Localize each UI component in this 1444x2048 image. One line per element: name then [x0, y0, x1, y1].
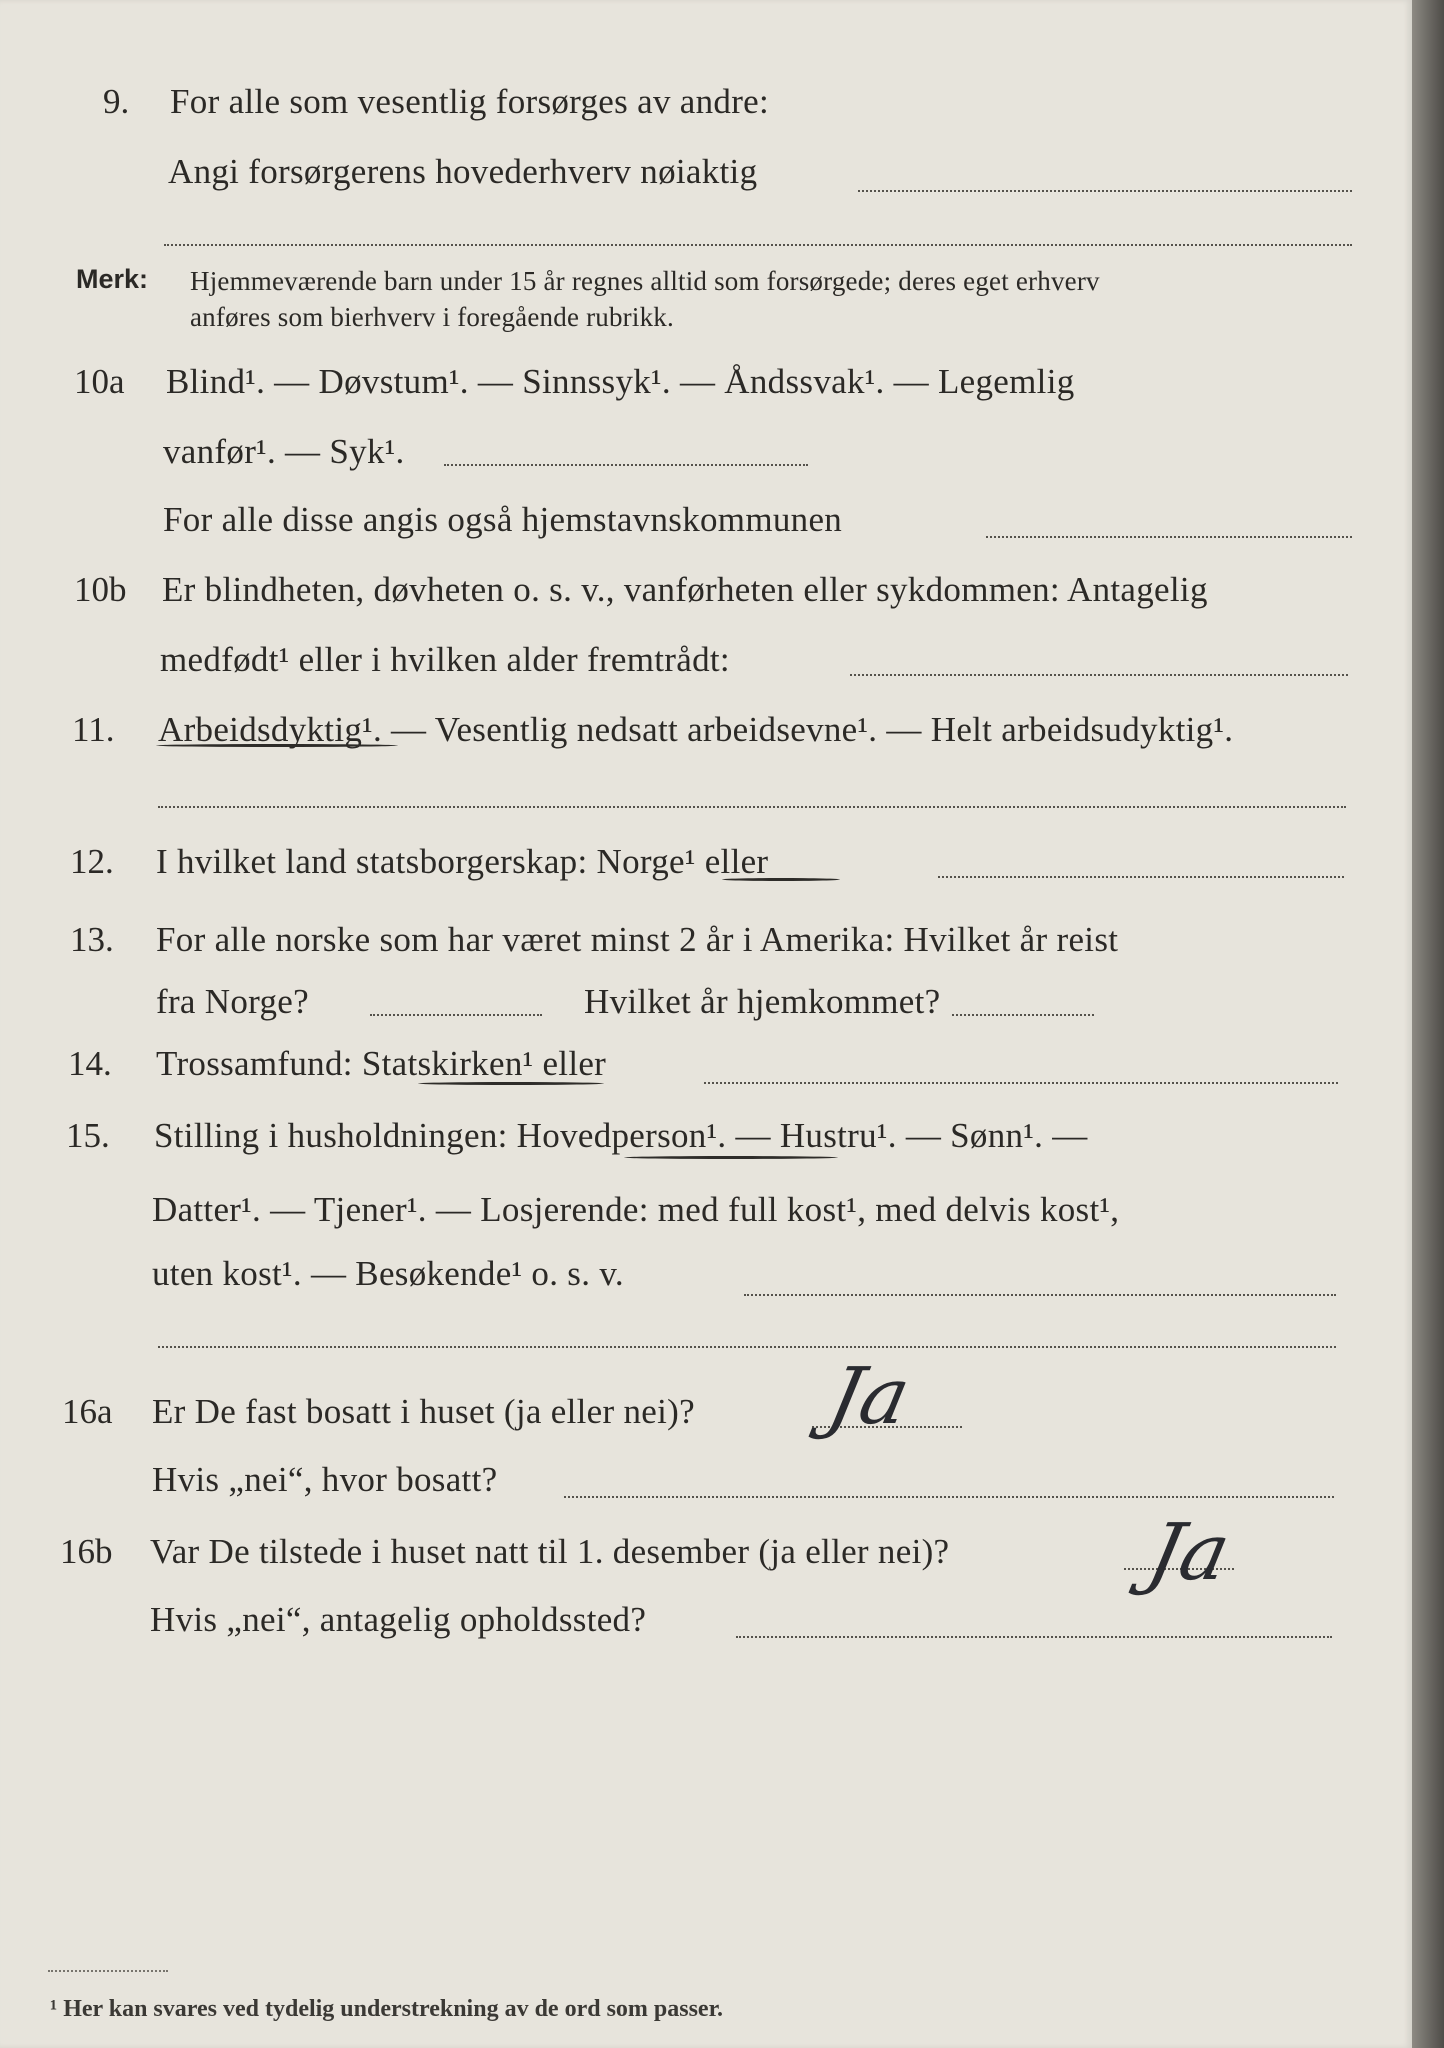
question-16a-line-1: Er De fast bosatt i huset (ja eller nei)?: [152, 1392, 695, 1431]
question-15-answer-line[interactable]: [744, 1294, 1336, 1296]
question-14-line-1: Trossamfund: Statskirken¹ eller: [156, 1044, 607, 1083]
question-15-line-3: uten kost¹. — Besøkende¹ o. s. v.: [152, 1254, 624, 1293]
question-12-line-1: I hvilket land statsborgerskap: Norge¹ eller: [156, 842, 769, 881]
question-9-line-2: Angi forsørgerens hovederhverv nøiaktig: [168, 152, 758, 191]
question-10b-line-1: Er blindheten, døvheten o. s. v., vanførheten eller sykdommen: Antagelig: [162, 570, 1208, 609]
question-13-left-line[interactable]: [370, 1014, 542, 1016]
question-10a-answer-line[interactable]: [444, 464, 808, 466]
question-14-number: 14.: [68, 1044, 112, 1083]
question-9-number: 9.: [103, 82, 130, 121]
question-11-answer-line[interactable]: [158, 806, 1346, 808]
question-16b-line-1: Var De tilstede i huset natt til 1. desember (ja eller nei)?: [150, 1532, 950, 1571]
underline-hovedperson: [624, 1156, 838, 1159]
question-16b-line-2: Hvis „nei“, antagelig opholdssted?: [150, 1600, 647, 1639]
footnote-rule: [48, 1970, 168, 1972]
question-9-answer-line-2[interactable]: [164, 244, 1352, 246]
merk-label: Merk:: [76, 264, 149, 294]
question-10a-line-3: For alle disse angis også hjemstavnskommunen: [163, 500, 843, 539]
question-16b-number: 16b: [60, 1532, 113, 1571]
question-15-line-1: Stilling i husholdningen: Hovedperson¹. — Hustru¹. — Sønn¹. —: [154, 1116, 1088, 1155]
question-16a-line-2: Hvis „nei“, hvor bosatt?: [152, 1460, 498, 1499]
question-10a-line-2: vanfør¹. — Syk¹.: [163, 432, 405, 471]
question-13-line-2a: fra Norge?: [156, 982, 309, 1021]
question-10b-number: 10b: [74, 570, 127, 609]
footnote-text: ¹ Her kan svares ved tydelig understrekning av de ord som passer.: [50, 1996, 724, 2022]
question-12-number: 12.: [70, 842, 114, 881]
merk-line-2: anføres som bierhverv i foregående rubrikk.: [190, 302, 674, 332]
question-10b-answer-line[interactable]: [850, 674, 1348, 676]
underline-statskirken: [418, 1082, 604, 1085]
merk-line-1: Hjemmeværende barn under 15 år regnes alltid som forsørgede; deres eget erhverv: [190, 266, 1100, 296]
question-9-line-1: For alle som vesentlig forsørges av andre:: [170, 82, 770, 121]
underline-arbeidsdyktig: [156, 744, 398, 747]
question-15-line-2: Datter¹. — Tjener¹. — Losjerende: med full kost¹, med delvis kost¹,: [152, 1190, 1120, 1229]
question-14-answer-line[interactable]: [704, 1082, 1338, 1084]
question-16b-location-line[interactable]: [736, 1636, 1332, 1638]
question-9-answer-line[interactable]: [858, 190, 1352, 192]
question-13-line-1: For alle norske som har været minst 2 år i Amerika: Hvilket år reist: [156, 920, 1119, 959]
question-16a-number: 16a: [62, 1392, 113, 1431]
question-11-number: 11.: [72, 710, 115, 749]
question-13-number: 13.: [70, 920, 114, 959]
question-12-answer-line[interactable]: [938, 876, 1344, 878]
question-10a-hometown-line[interactable]: [986, 536, 1352, 538]
question-15-number: 15.: [66, 1116, 110, 1155]
page-edge-shadow: [1412, 0, 1444, 2048]
question-10b-line-2: medfødt¹ eller i hvilken alder fremtrådt:: [160, 640, 730, 679]
question-13-returned-line[interactable]: [952, 1014, 1094, 1016]
question-16a-handwritten-answer: Ja: [820, 1352, 918, 1442]
question-16a-residence-line[interactable]: [564, 1496, 1334, 1498]
question-10a-line-1: Blind¹. — Døvstum¹. — Sinnssyk¹. — Åndssvak¹. — Legemlig: [166, 362, 1075, 401]
question-11-line-1: Arbeidsdyktig¹. — Vesentlig nedsatt arbeidsevne¹. — Helt arbeidsudyktig¹.: [158, 710, 1234, 749]
question-10a-number: 10a: [74, 362, 125, 401]
underline-norge: [722, 878, 840, 881]
question-15-answer-line-2[interactable]: [158, 1346, 1336, 1348]
question-13-line-2b: Hvilket år hjemkommet?: [584, 982, 941, 1021]
question-16b-handwritten-answer: Ja: [1140, 1508, 1238, 1598]
